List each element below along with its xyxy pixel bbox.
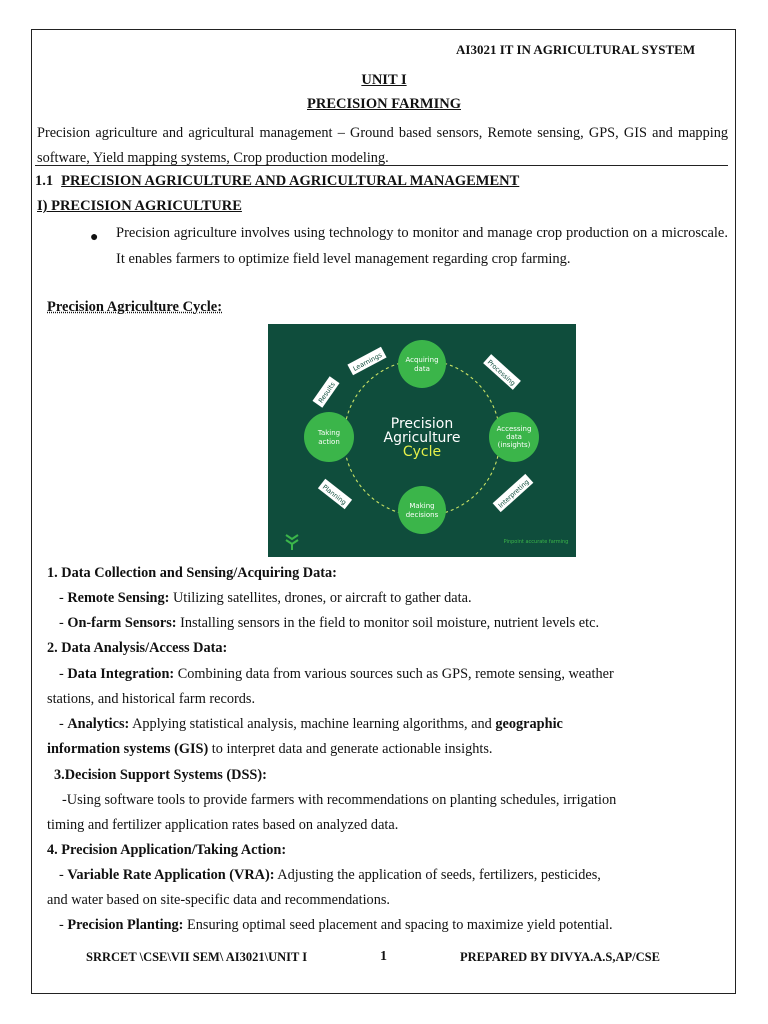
node-acquiring-data (398, 340, 446, 388)
svg-text:Planning: Planning (320, 483, 348, 507)
item-1b-text: Installing sensors in the field to monitor soil moisture, nutrient levels etc. (176, 615, 600, 631)
subsection-heading: I) PRECISION AGRICULTURE (37, 198, 242, 214)
item-2b-text2: to interpret data and generate actionable insights. (208, 741, 493, 757)
item-4a-cont: and water based on site-specific data and recommendations. (47, 892, 390, 908)
item-4b-text: Ensuring optimal seed placement and spacing to maximize yield potential. (183, 917, 613, 933)
footer-left: SRRCET \CSE\VII SEM\ AI3021\UNIT I (86, 950, 308, 964)
node-left-line1: Taking (317, 429, 341, 437)
svg-text:Results: Results (316, 380, 337, 405)
unit-label: UNIT I (361, 72, 407, 88)
precision-agriculture-cycle-figure (268, 324, 576, 557)
item-2b-label: Analytics: (67, 716, 130, 732)
svg-text:Processing: Processing (485, 358, 517, 388)
section-title: PRECISION AGRICULTURE AND AGRICULTURAL MANAGEMENT (61, 173, 520, 189)
page-number: 1 (380, 949, 387, 964)
item-1a-text: Utilizing satellites, drones, or aircraft to gather data. (169, 590, 472, 606)
figure-footer-text: Pinpoint accurate farming (503, 539, 569, 545)
item-2b-bold: geographic (495, 716, 563, 732)
node-bottom-line1: Making (409, 502, 435, 510)
item-4a-text: Adjusting the application of seeds, fertilizers, pesticides, (274, 867, 601, 883)
node-bottom-line2: decisions (405, 511, 439, 519)
item-4a: - Variable Rate Application (VRA): Adjusting the application of seeds, fertilizers, pesticides, (59, 867, 601, 883)
item-1a: - Remote Sensing: Utilizing satellites, drones, or aircraft to gather data. (59, 590, 472, 606)
node-making-decisions (398, 486, 446, 534)
node-taking-action (304, 412, 354, 462)
unit-title: PRECISION FARMING (307, 96, 461, 112)
node-top-line2: data (414, 365, 430, 373)
footer-right: PREPARED BY DIVYA.A.S,AP/CSE (460, 950, 660, 964)
item-2b-cont (47, 741, 492, 758)
item-1b: - On-farm Sensors: Installing sensors in the field to monitor soil moisture, nutrient levels etc. (59, 615, 600, 631)
item-1b-label: On-farm Sensors: (67, 615, 177, 631)
bullet-dot: ● (90, 230, 99, 245)
section-number: 1.1 (35, 173, 54, 189)
divider (35, 165, 728, 166)
item-3-cont: timing and fertilizer application rates based on analyzed data. (47, 817, 399, 833)
item-2b-text: Applying statistical analysis, machine learning algorithms, and (129, 716, 496, 732)
node-right-line2: data (506, 433, 522, 441)
item-3-text: -Using software tools to provide farmers with recommendations on planting schedules, irrigation (62, 792, 617, 808)
item-4a-label: Variable Rate Application (VRA): (67, 867, 275, 883)
svg-text:Interpreting: Interpreting (496, 477, 531, 510)
section-heading (35, 173, 519, 190)
syllabus-text: Precision agriculture and agricultural management – Ground based sensors, Remote sensing, GPS, GIS and mapping software, Yield mapping systems, Crop production modeling. (37, 125, 728, 166)
center-cycle: Cycle (402, 444, 442, 460)
item-4b-label: Precision Planting: (67, 917, 184, 933)
svg-text:Learnings: Learnings (351, 350, 384, 373)
course-header: AI3021 IT IN AGRICULTURAL SYSTEM (456, 42, 696, 57)
bullet-text: Precision agriculture involves using technology to monitor and manage crop production on a microscale. It enables farmers to optimize field level management regarding crop farming. (116, 225, 728, 267)
center-line1: Precision (390, 416, 454, 432)
item-3-heading: 3.Decision Support Systems (DSS): (54, 767, 267, 783)
item-4-heading: 4. Precision Application/Taking Action: (47, 842, 287, 858)
item-2-heading: 2. Data Analysis/Access Data: (47, 640, 228, 656)
item-1a-label: Remote Sensing: (67, 590, 170, 606)
cycle-heading: Precision Agriculture Cycle: (47, 299, 223, 315)
node-right-line3: (insights) (497, 441, 531, 449)
node-top-line1: Acquiring (405, 356, 439, 364)
center-line2: Agriculture (383, 430, 461, 446)
item-2b-bold2: information systems (GIS) (47, 741, 209, 757)
item-2a: - Data Integration: Combining data from various sources such as GPS, remote sensing, weather (59, 666, 614, 682)
item-2a-cont: stations, and historical farm records. (47, 691, 256, 707)
node-right-line1: Accessing (496, 425, 532, 433)
item-4b: - Precision Planting: Ensuring optimal seed placement and spacing to maximize yield potential. (59, 917, 613, 933)
item-2b: - Analytics: Applying statistical analysis, machine learning algorithms, and geographic (59, 716, 563, 732)
node-left-line2: action (318, 438, 340, 446)
item-2a-label: Data Integration: (67, 666, 175, 682)
item-2a-text: Combining data from various sources such as GPS, remote sensing, weather (174, 666, 614, 682)
item-1-heading: 1. Data Collection and Sensing/Acquiring Data: (47, 565, 337, 581)
